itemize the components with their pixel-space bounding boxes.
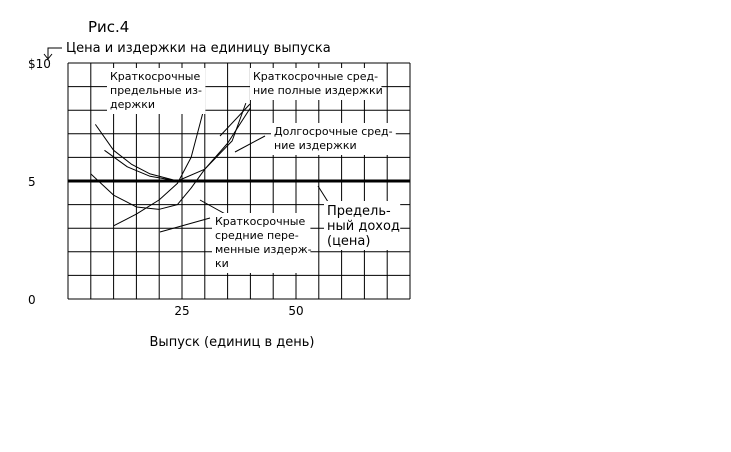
label-line: Краткосрочные	[215, 215, 306, 228]
y-tick-label: 5	[28, 175, 36, 189]
short-run-average-total-cost-curve	[104, 103, 245, 181]
label-line: ние издержки	[274, 139, 357, 152]
x-tick-label: 25	[174, 304, 190, 318]
label-line: Предель-	[327, 204, 391, 219]
label-line: Долгосрочные сред-	[274, 125, 393, 138]
label-line: средние пере-	[215, 229, 299, 242]
label-line: держки	[110, 98, 156, 111]
label-line: ный доход	[327, 219, 400, 234]
x-tick-label: 50	[288, 304, 304, 318]
x-axis-label: Выпуск (единиц в день)	[149, 335, 315, 350]
label-line: менные издерж-	[215, 243, 312, 256]
label-line: (цена)	[327, 234, 371, 249]
y-tick-label: 0	[28, 293, 36, 307]
label-short-run-average-variable-cost	[212, 213, 312, 273]
label-marginal-revenue	[324, 201, 400, 250]
figure-label: Рис.4	[88, 18, 130, 36]
label-short-run-marginal-cost	[107, 68, 205, 114]
label-short-run-average-total-cost	[250, 68, 383, 100]
label-line: предельные из-	[110, 84, 202, 97]
label-line: ки	[215, 257, 229, 270]
label-line: Краткосрочные сред-	[253, 70, 379, 83]
y-tick-label: $10	[28, 57, 51, 71]
label-line: Краткосрочные	[110, 70, 201, 83]
long-run-average-cost-curve	[91, 108, 251, 209]
label-long-run-average-cost	[271, 123, 396, 155]
leader-line	[160, 218, 210, 232]
y-axis-label: Цена и издержки на единицу выпуска	[66, 41, 331, 56]
curve-labels	[107, 68, 400, 273]
label-line: ние полные издержки	[253, 84, 383, 97]
